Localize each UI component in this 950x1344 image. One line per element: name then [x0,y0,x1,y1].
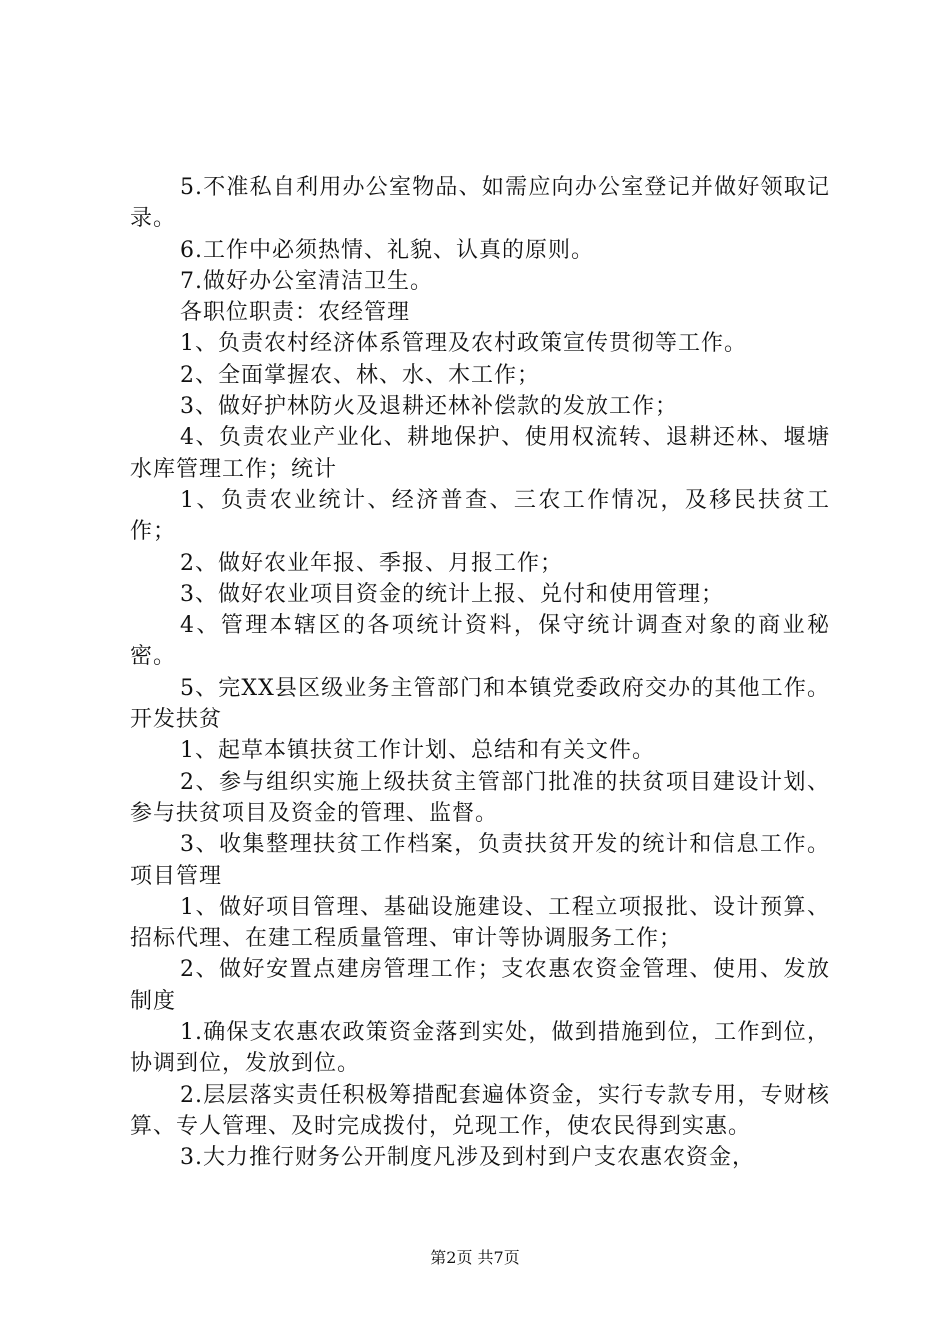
paragraph: 7.做好办公室清洁卫生。 [180,268,433,294]
paragraph: 5、完XX县区级业务主管部门和本镇党委政府交办的其他工作。开发扶贫 [130,675,830,733]
paragraph: 5.不准私自利用办公室物品、如需应向办公室登记并做好领取记录。 [130,175,830,232]
paragraph: 1.确保支农惠农政策资金落到实处，做到措施到位，工作到位，协调到位，发放到位。 [130,1020,830,1077]
section-heading: 各职位职责：农经管理 [180,300,411,326]
paragraph: 3.大力推行财务公开制度凡涉及到村到户支农惠农资金， [180,1145,755,1171]
paragraph: 3、收集整理扶贫工作档案，负责扶贫开发的统计和信息工作。项目管理 [130,832,830,889]
paragraph: 1、起草本镇扶贫工作计划、总结和有关文件。 [180,738,655,764]
paragraph: 2、做好农业年报、季报、月报工作； [180,550,563,576]
paragraph: 1、负责农村经济体系管理及农村政策宣传贯彻等工作。 [180,331,747,357]
paragraph: 4、管理本辖区的各项统计资料，保守统计调查对象的商业秘密。 [130,613,830,670]
paragraph: 2、全面掌握农、林、水、木工作； [180,362,540,388]
paragraph: 1、负责农业统计、经济普查、三农工作情况，及移民扶贫工作； [130,487,830,545]
page-number-footer: 第2页 共7页 [430,1248,520,1267]
paragraph: 1、做好项目管理、基础设施建设、工程立项报批、设计预算、招标代理、在建工程质量管理、审计等协调服务工作； [130,894,830,952]
paragraph: 2.层层落实责任积极筹措配套遍体资金，实行专款专用，专财核算、专人管理、及时完成拨付，兑现工作，使农民得到实惠。 [130,1082,830,1139]
paragraph: 6.工作中必须热情、礼貌、认真的原则。 [180,237,594,263]
document-body [130,172,830,1174]
paragraph: 2、做好安置点建房管理工作；支农惠农资金管理、使用、发放制度 [130,957,830,1014]
paragraph: 3、做好护林防火及退耕还林补偿款的发放工作； [180,394,678,420]
paragraph: 2、参与组织实施上级扶贫主管部门批准的扶贫项目建设计划、参与扶贫项目及资金的管理、监督。 [130,769,830,826]
paragraph: 4、负责农业产业化、耕地保护、使用权流转、退耕还林、堰塘水库管理工作；统计 [130,425,830,482]
paragraph: 3、做好农业项目资金的统计上报、兑付和使用管理； [180,581,724,607]
